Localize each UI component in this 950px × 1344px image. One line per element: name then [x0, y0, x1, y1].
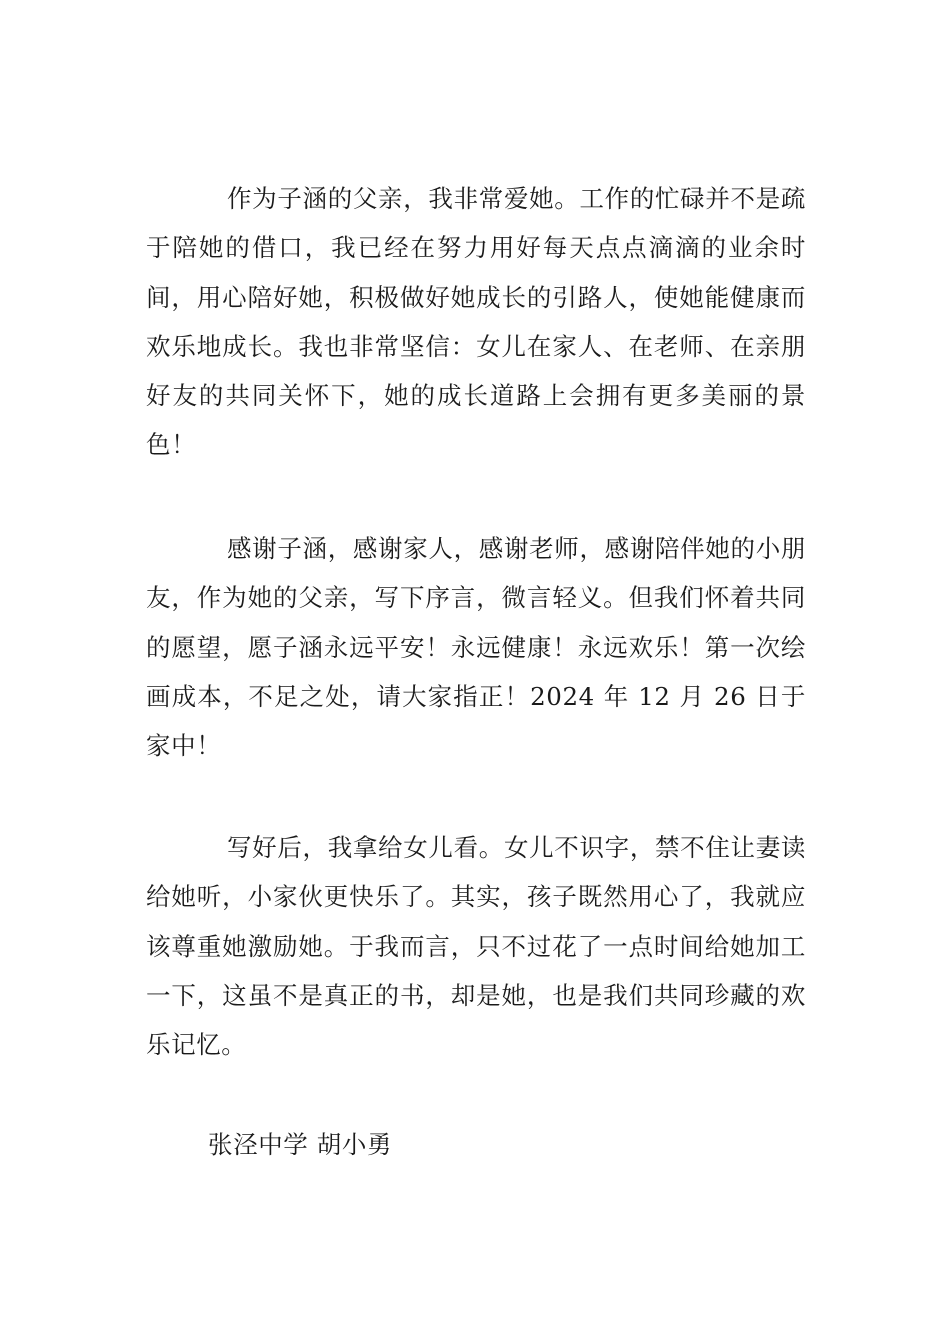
paragraph-preface-afterword: 写好后，我拿给女儿看。女儿不识字，禁不住让妻读给她听，小家伙更快乐了。其实，孩子既然用心了，我就应该尊重她激励她。于我而言，只不过花了一点时间给她加工一下，这虽不是真正的书，却是她，也是我们共同珍藏的欢乐记忆。 [146, 833, 806, 1060]
paragraph-preface-thanks: 感谢子涵，感谢家人，感谢老师，感谢陪伴她的小朋友，作为她的父亲，写下序言，微言轻义。但我们怀着共同的愿望，愿子涵永远平安！永远健康！永远欢乐！第一次绘画成本，不足之处，请大家指正！2024 年 12 月 26 日于家中！ [146, 534, 806, 761]
paragraph-preface-love: 作为子涵的父亲，我非常爱她。工作的忙碌并不是疏于陪她的借口，我已经在努力用好每天点点滴滴的业余时间，用心陪好她，积极做好她成长的引路人，使她能健康而欢乐地成长。我也非常坚信：女儿在家人、在老师、在亲朋好友的共同关怀下，她的成长道路上会拥有更多美丽的景色！ [146, 184, 806, 460]
author-signature: 张泾中学 胡小勇 [208, 1130, 393, 1159]
